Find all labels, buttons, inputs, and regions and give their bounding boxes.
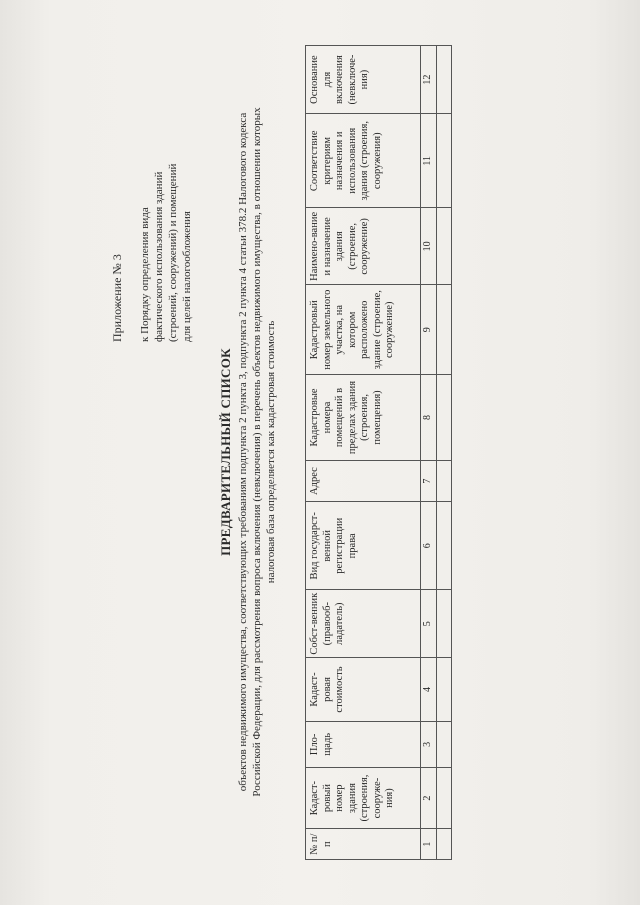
heading-block: [218, 32, 278, 872]
column-header: Кадастровый номер земельного участка, на котором расположено здание (строение, сооружение): [306, 285, 421, 375]
table-header-row: [306, 46, 421, 860]
column-number: 2: [421, 767, 437, 828]
column-header: Соответствие критериям назначения и использования здания (строения, сооружения): [306, 114, 421, 208]
table-cell: [436, 114, 451, 208]
table-row: [436, 46, 451, 860]
column-number: 6: [421, 502, 437, 590]
column-number: 11: [421, 114, 437, 208]
appendix-line: фактического использования зданий: [153, 171, 165, 342]
table-cell: [436, 721, 451, 767]
subtitle-line: объектов недвижимого имущества, соответствующих требованиям подпункта 2 пункта 3, подпункта 2 пункта 4 статьи 378.2 Налогового кодекса: [237, 112, 249, 792]
column-header: Собст-венник (правооб-ладатель): [306, 590, 421, 658]
column-header: Пло-щадь: [306, 721, 421, 767]
table-cell: [436, 460, 451, 502]
table-cell: [436, 767, 451, 828]
table-cell: [436, 285, 451, 375]
document-subtitle: [236, 32, 278, 872]
column-number: 7: [421, 460, 437, 502]
column-header: Вид государст-венной регистрации права: [306, 502, 421, 590]
column-header: Кадастровые номера помещений в пределах здания (строения, помещения): [306, 375, 421, 461]
subtitle-line: налоговая база определяется как кадастровая стоимость: [265, 320, 277, 584]
table-cell: [436, 590, 451, 658]
column-number-row: [421, 46, 437, 860]
column-header: Адрес: [306, 460, 421, 502]
column-number: 1: [421, 829, 437, 860]
column-number: 10: [421, 208, 437, 285]
column-header: № п/п: [306, 829, 421, 860]
column-number: 3: [421, 721, 437, 767]
column-number: 4: [421, 658, 437, 722]
document-title: ПРЕДВАРИТЕЛЬНЫЙ СПИСОК: [218, 348, 233, 556]
column-header: Кадаст-ровая стоимость: [306, 658, 421, 722]
appendix-number: Приложение № 3: [110, 254, 124, 342]
preliminary-list-table: [305, 45, 452, 860]
column-header: Кадаст-ровый номер здания (строения, сооруже-ния): [306, 767, 421, 828]
table-cell: [436, 658, 451, 722]
subtitle-line: Российской Федерации, для рассмотрения вопроса включения (невключения) в перечень объектов недвижимого имущества, в отношении которых: [251, 107, 263, 797]
table-cell: [436, 208, 451, 285]
column-number: 5: [421, 590, 437, 658]
table-cell: [436, 829, 451, 860]
rotated-landscape-content: [100, 32, 540, 872]
column-number: 9: [421, 285, 437, 375]
appendix-block: [110, 102, 194, 342]
column-header: Основание для включения (невключе-ния): [306, 46, 421, 114]
table-cell: [436, 502, 451, 590]
table-cell: [436, 375, 451, 461]
appendix-line: для целей налогообложения: [181, 211, 193, 342]
column-number: 12: [421, 46, 437, 114]
appendix-line: (строений, сооружений) и помещений: [167, 163, 179, 342]
table-cell: [436, 46, 451, 114]
column-header: Наимено-вание и назначение здания (строение, сооружение): [306, 208, 421, 285]
appendix-line: к Порядку определения вида: [139, 207, 151, 342]
column-number: 8: [421, 375, 437, 461]
